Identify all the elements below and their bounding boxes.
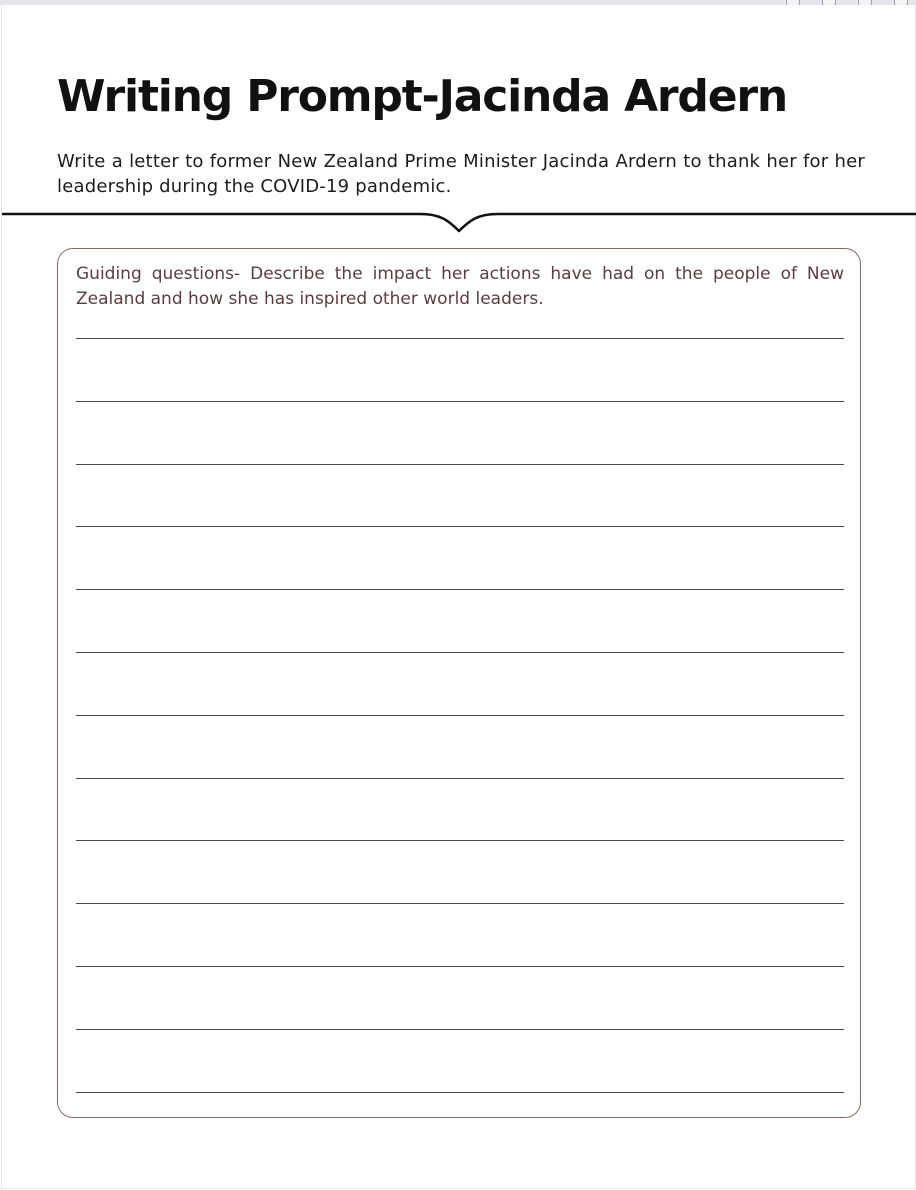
writing-line[interactable] xyxy=(76,966,844,967)
writing-area[interactable] xyxy=(57,248,861,1118)
writing-line[interactable] xyxy=(76,1092,844,1093)
worksheet-page xyxy=(1,5,916,1189)
writing-line[interactable] xyxy=(76,903,844,904)
writing-line[interactable] xyxy=(76,338,844,339)
writing-line[interactable] xyxy=(76,778,844,779)
writing-line[interactable] xyxy=(76,401,844,402)
page-title: Writing Prompt-Jacinda Ardern xyxy=(57,71,787,122)
writing-line[interactable] xyxy=(76,526,844,527)
section-divider xyxy=(2,210,916,240)
guiding-questions: Guiding questions- Describe the impact her actions have had on the people of New Zealand and how she has inspired other world leaders. xyxy=(76,264,844,309)
writing-line[interactable] xyxy=(76,715,844,716)
writing-instruction: Write a letter to former New Zealand Prime Minister Jacinda Ardern to thank her for her leadership during the COVID-19 pandemic. xyxy=(57,151,865,197)
writing-line[interactable] xyxy=(76,589,844,590)
writing-line[interactable] xyxy=(76,464,844,465)
writing-line[interactable] xyxy=(76,1029,844,1030)
writing-line[interactable] xyxy=(76,840,844,841)
writing-line[interactable] xyxy=(76,652,844,653)
